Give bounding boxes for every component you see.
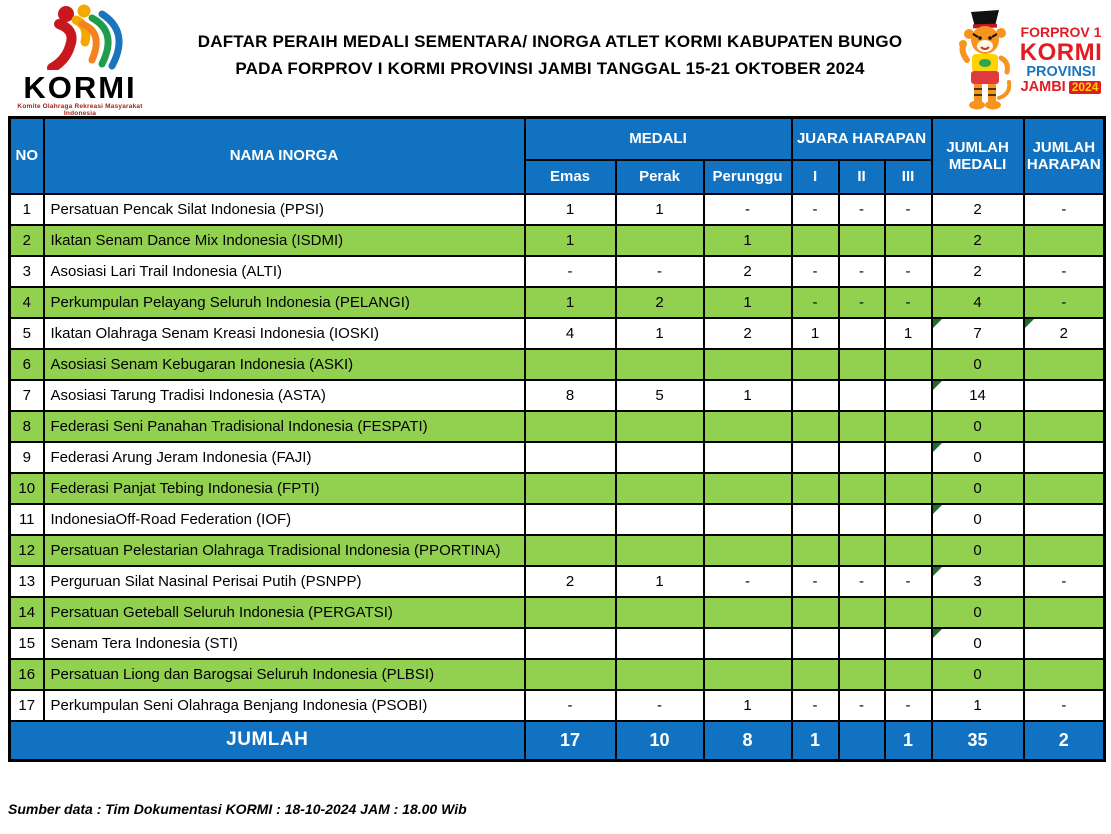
row-number: 4 (10, 287, 44, 318)
total-row (10, 721, 1105, 761)
perunggu-value (704, 628, 792, 659)
harapan-ii-value (839, 411, 885, 442)
perunggu-value (704, 473, 792, 504)
perak-value: - (616, 690, 704, 721)
perunggu-value: 1 (704, 380, 792, 411)
perak-value: - (616, 256, 704, 287)
col-header-medali-group: MEDALI (525, 118, 792, 160)
row-number: 8 (10, 411, 44, 442)
emas-value (525, 628, 616, 659)
perunggu-value (704, 597, 792, 628)
total-jumlah-harapan: 2 (1024, 721, 1105, 761)
jumlah-harapan-value: - (1024, 690, 1105, 721)
inorga-name: IndonesiaOff-Road Federation (IOF) (44, 504, 525, 535)
harapan-ii-value: - (839, 690, 885, 721)
inorga-name: Persatuan Pelestarian Olahraga Tradisional Indonesia (PPORTINA) (44, 535, 525, 566)
col-header-perunggu: Perunggu (704, 160, 792, 194)
emas-value (525, 535, 616, 566)
perunggu-value: 1 (704, 225, 792, 256)
perak-value (616, 442, 704, 473)
total-jumlah-medali: 35 (932, 721, 1024, 761)
inorga-name: Asosiasi Lari Trail Indonesia (ALTI) (44, 256, 525, 287)
row-number: 16 (10, 659, 44, 690)
inorga-name: Perkumpulan Seni Olahraga Benjang Indonesia (PSOBI) (44, 690, 525, 721)
col-header-harapan-iii: III (885, 160, 932, 194)
harapan-iii-value (885, 504, 932, 535)
row-number: 1 (10, 194, 44, 225)
harapan-ii-value (839, 628, 885, 659)
perunggu-value: 2 (704, 318, 792, 349)
jumlah-medali-value: 0 (932, 659, 1024, 690)
jumlah-harapan-value: - (1024, 194, 1105, 225)
emas-value (525, 349, 616, 380)
jumlah-harapan-value (1024, 628, 1105, 659)
inorga-name: Persatuan Geteball Seluruh Indonesia (PERGATSI) (44, 597, 525, 628)
harapan-ii-value: - (839, 194, 885, 225)
perunggu-value (704, 659, 792, 690)
col-header-jumlah-medali: JUMLAH MEDALI (932, 118, 1024, 194)
harapan-iii-value: - (885, 287, 932, 318)
total-perak: 10 (616, 721, 704, 761)
harapan-i-value: 1 (792, 318, 839, 349)
table-row (10, 349, 1105, 380)
table-row (10, 628, 1105, 659)
perak-value: 1 (616, 318, 704, 349)
perak-value (616, 535, 704, 566)
jumlah-harapan-value (1024, 225, 1105, 256)
col-header-perak: Perak (616, 160, 704, 194)
harapan-i-value: - (792, 566, 839, 597)
inorga-name: Persatuan Liong dan Barogsai Seluruh Indonesia (PLBSI) (44, 659, 525, 690)
row-number: 14 (10, 597, 44, 628)
harapan-ii-value (839, 318, 885, 349)
row-number: 3 (10, 256, 44, 287)
jumlah-harapan-value (1024, 535, 1105, 566)
forprov-logo-text (1015, 25, 1107, 95)
perak-value: 1 (616, 566, 704, 597)
row-number: 2 (10, 225, 44, 256)
emas-value (525, 411, 616, 442)
kormi-figure-icon (26, 4, 134, 70)
table-row (10, 535, 1105, 566)
row-number: 17 (10, 690, 44, 721)
harapan-iii-value (885, 473, 932, 504)
col-header-harapan-i: I (792, 160, 839, 194)
harapan-ii-value (839, 659, 885, 690)
forprov-logo-line2: KORMI (1019, 38, 1103, 66)
inorga-name: Ikatan Olahraga Senam Kreasi Indonesia (IOSKI) (44, 318, 525, 349)
page-title-line2: PADA FORPROV I KORMI PROVINSI JAMBI TANGGAL 15-21 OKTOBER 2024 (235, 59, 865, 78)
row-number: 11 (10, 504, 44, 535)
total-harapan-i: 1 (792, 721, 839, 761)
harapan-ii-value (839, 442, 885, 473)
harapan-iii-value (885, 535, 932, 566)
perunggu-value: 1 (704, 287, 792, 318)
harapan-i-value (792, 225, 839, 256)
jumlah-harapan-value (1024, 473, 1105, 504)
perak-value (616, 349, 704, 380)
perak-value (616, 628, 704, 659)
total-emas: 17 (525, 721, 616, 761)
jumlah-medali-value: 3 (932, 566, 1024, 597)
harapan-iii-value (885, 442, 932, 473)
jumlah-harapan-value (1024, 411, 1105, 442)
col-header-juara-harapan-group: JUARA HARAPAN (792, 118, 932, 160)
jumlah-medali-value: 7 (932, 318, 1024, 349)
perak-value (616, 225, 704, 256)
harapan-ii-value: - (839, 287, 885, 318)
emas-value (525, 442, 616, 473)
jumlah-harapan-value: - (1024, 256, 1105, 287)
harapan-iii-value: - (885, 566, 932, 597)
table-row (10, 442, 1105, 473)
jumlah-harapan-value (1024, 597, 1105, 628)
col-header-emas: Emas (525, 160, 616, 194)
jumlah-medali-value: 14 (932, 380, 1024, 411)
jumlah-medali-value: 0 (932, 535, 1024, 566)
emas-value: 1 (525, 194, 616, 225)
emas-value (525, 473, 616, 504)
emas-value (525, 504, 616, 535)
harapan-i-value (792, 659, 839, 690)
jumlah-medali-value: 0 (932, 473, 1024, 504)
harapan-ii-value (839, 504, 885, 535)
source-note: Sumber data : Tim Dokumentasi KORMI : 18-10-2024 JAM : 18.00 Wib (8, 801, 467, 817)
col-header-harapan-ii: II (839, 160, 885, 194)
inorga-name: Perguruan Silat Nasinal Perisai Putih (PSNPP) (44, 566, 525, 597)
table-row (10, 659, 1105, 690)
jumlah-harapan-value (1024, 380, 1105, 411)
perunggu-value (704, 504, 792, 535)
inorga-name: Persatuan Pencak Silat Indonesia (PPSI) (44, 194, 525, 225)
total-harapan-ii (839, 721, 885, 761)
table-row (10, 287, 1105, 318)
perunggu-value (704, 535, 792, 566)
perunggu-value: 1 (704, 690, 792, 721)
harapan-ii-value (839, 535, 885, 566)
jumlah-harapan-value: - (1024, 287, 1105, 318)
jumlah-harapan-value (1024, 442, 1105, 473)
jumlah-medali-value: 0 (932, 442, 1024, 473)
row-number: 13 (10, 566, 44, 597)
emas-value: 2 (525, 566, 616, 597)
jumlah-harapan-value (1024, 504, 1105, 535)
harapan-ii-value (839, 225, 885, 256)
emas-value: 1 (525, 287, 616, 318)
inorga-name: Ikatan Senam Dance Mix Indonesia (ISDMI) (44, 225, 525, 256)
total-harapan-iii: 1 (885, 721, 932, 761)
emas-value: 4 (525, 318, 616, 349)
perunggu-value: - (704, 566, 792, 597)
row-number: 12 (10, 535, 44, 566)
row-number: 5 (10, 318, 44, 349)
emas-value: - (525, 690, 616, 721)
perak-value: 5 (616, 380, 704, 411)
inorga-name: Senam Tera Indonesia (STI) (44, 628, 525, 659)
page-title (135, 28, 965, 82)
medal-table-body (10, 194, 1105, 721)
table-row (10, 225, 1105, 256)
perak-value (616, 597, 704, 628)
jumlah-medali-value: 0 (932, 628, 1024, 659)
emas-value (525, 659, 616, 690)
jumlah-medali-value: 2 (932, 194, 1024, 225)
forprov-logo-line1: FORPROV 1 (1020, 23, 1102, 40)
perunggu-value: 2 (704, 256, 792, 287)
emas-value: - (525, 256, 616, 287)
perak-value: 2 (616, 287, 704, 318)
table-row (10, 504, 1105, 535)
harapan-iii-value: 1 (885, 318, 932, 349)
table-row (10, 690, 1105, 721)
table-row (10, 411, 1105, 442)
row-number: 6 (10, 349, 44, 380)
harapan-ii-value: - (839, 256, 885, 287)
harapan-iii-value (885, 597, 932, 628)
perak-value (616, 504, 704, 535)
forprov-logo (957, 6, 1107, 114)
forprov-logo-line3: PROVINSI (1026, 63, 1096, 80)
harapan-iii-value (885, 349, 932, 380)
inorga-name: Perkumpulan Pelayang Seluruh Indonesia (PELANGI) (44, 287, 525, 318)
harapan-i-value (792, 628, 839, 659)
kormi-logo (10, 4, 150, 117)
harapan-ii-value (839, 380, 885, 411)
jumlah-harapan-value (1024, 659, 1105, 690)
harapan-i-value (792, 597, 839, 628)
inorga-name: Asosiasi Tarung Tradisi Indonesia (ASTA) (44, 380, 525, 411)
jumlah-medali-value: 1 (932, 690, 1024, 721)
row-number: 15 (10, 628, 44, 659)
table-row (10, 473, 1105, 504)
perak-value (616, 473, 704, 504)
harapan-iii-value (885, 659, 932, 690)
jumlah-medali-value: 2 (932, 225, 1024, 256)
harapan-i-value (792, 535, 839, 566)
perunggu-value (704, 411, 792, 442)
row-number: 10 (10, 473, 44, 504)
jumlah-medali-value: 2 (932, 256, 1024, 287)
harapan-iii-value (885, 380, 932, 411)
perak-value (616, 411, 704, 442)
jumlah-harapan-value: - (1024, 566, 1105, 597)
medal-table (8, 116, 1106, 762)
jumlah-harapan-value: 2 (1024, 318, 1105, 349)
row-number: 7 (10, 380, 44, 411)
harapan-iii-value: - (885, 690, 932, 721)
kormi-logo-word: KORMI (23, 70, 137, 105)
perunggu-value (704, 349, 792, 380)
perak-value (616, 659, 704, 690)
col-header-no: NO (10, 118, 44, 194)
emas-value: 8 (525, 380, 616, 411)
inorga-name: Federasi Arung Jeram Indonesia (FAJI) (44, 442, 525, 473)
page-title-line1: DAFTAR PERAIH MEDALI SEMENTARA/ INORGA ATLET KORMI KABUPATEN BUNGO (197, 32, 903, 51)
harapan-i-value (792, 380, 839, 411)
total-label: JUMLAH (10, 721, 525, 761)
harapan-i-value (792, 411, 839, 442)
harapan-iii-value (885, 411, 932, 442)
table-row (10, 318, 1105, 349)
perak-value: 1 (616, 194, 704, 225)
harapan-i-value: - (792, 690, 839, 721)
forprov-logo-jambi: JAMBI (1020, 78, 1066, 95)
col-header-jumlah-harapan: JUMLAH HARAPAN (1024, 118, 1105, 194)
harapan-i-value (792, 504, 839, 535)
perunggu-value: - (704, 194, 792, 225)
harapan-i-value: - (792, 287, 839, 318)
harapan-i-value: - (792, 194, 839, 225)
jumlah-medali-value: 4 (932, 287, 1024, 318)
harapan-i-value (792, 349, 839, 380)
table-row (10, 380, 1105, 411)
harapan-iii-value: - (885, 256, 932, 287)
row-number: 9 (10, 442, 44, 473)
harapan-iii-value (885, 628, 932, 659)
forprov-logo-line4 (1015, 80, 1107, 95)
inorga-name: Federasi Panjat Tebing Indonesia (FPTI) (44, 473, 525, 504)
perunggu-value (704, 442, 792, 473)
table-row (10, 597, 1105, 628)
jumlah-medali-value: 0 (932, 349, 1024, 380)
jumlah-medali-value: 0 (932, 504, 1024, 535)
table-row (10, 194, 1105, 225)
inorga-name: Federasi Seni Panahan Tradisional Indonesia (FESPATI) (44, 411, 525, 442)
harapan-ii-value: - (839, 566, 885, 597)
emas-value: 1 (525, 225, 616, 256)
table-row (10, 256, 1105, 287)
inorga-name: Asosiasi Senam Kebugaran Indonesia (ASKI) (44, 349, 525, 380)
table-row (10, 566, 1105, 597)
harapan-i-value: - (792, 256, 839, 287)
emas-value (525, 597, 616, 628)
jumlah-medali-value: 0 (932, 411, 1024, 442)
jumlah-medali-value: 0 (932, 597, 1024, 628)
harapan-i-value (792, 442, 839, 473)
kormi-logo-tagline: Komite Olahraga Rekreasi Masyarakat Indonesia (17, 103, 143, 117)
harapan-iii-value: - (885, 194, 932, 225)
harapan-i-value (792, 473, 839, 504)
col-header-nama-inorga: NAMA INORGA (44, 118, 525, 194)
jumlah-harapan-value (1024, 349, 1105, 380)
forprov-logo-year-badge: 2024 (1069, 81, 1102, 94)
total-perunggu: 8 (704, 721, 792, 761)
tiger-mascot-icon (957, 8, 1015, 112)
harapan-iii-value (885, 225, 932, 256)
harapan-ii-value (839, 597, 885, 628)
harapan-ii-value (839, 473, 885, 504)
harapan-ii-value (839, 349, 885, 380)
